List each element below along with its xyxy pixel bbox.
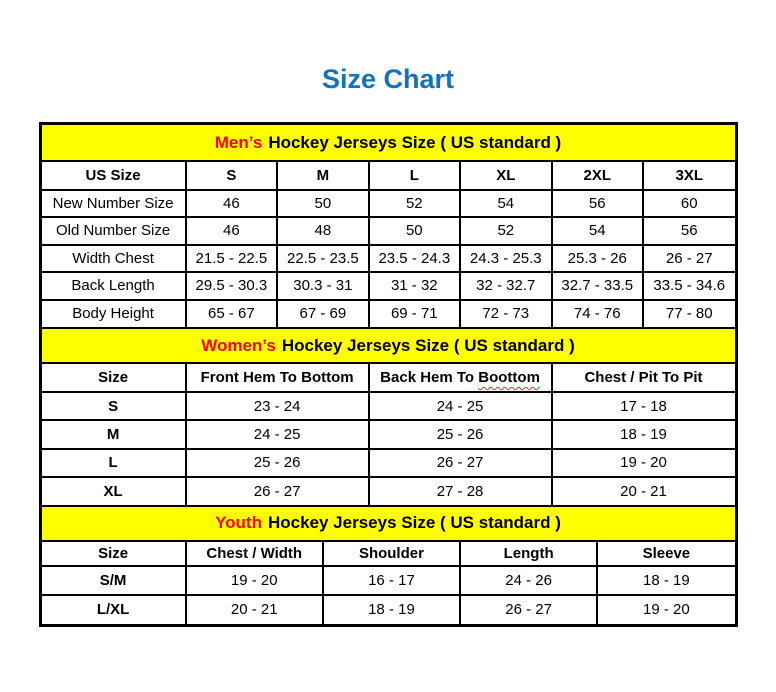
size-value-cell: 16 - 17 (323, 566, 460, 595)
size-value-cell: 65 - 67 (186, 300, 277, 328)
column-header: M (277, 162, 368, 190)
size-value-cell: 54 (552, 217, 643, 245)
mens-band-highlight: Men’s (214, 132, 263, 152)
size-value-cell: 25 - 26 (186, 449, 369, 477)
youth-band-text: Hockey Jerseys Size ( US standard ) (267, 513, 561, 533)
size-value-cell: 24 - 26 (460, 566, 597, 595)
size-value-cell: 46 (186, 190, 277, 218)
page-content (39, 0, 738, 627)
size-value-cell: 30.3 - 31 (277, 272, 368, 300)
column-header: Length (460, 542, 597, 566)
size-value-cell: 19 - 20 (597, 595, 734, 624)
table-row (42, 272, 735, 300)
column-header: Chest / Pit To Pit (552, 364, 735, 392)
size-value-cell: 46 (186, 217, 277, 245)
size-value-cell: 27 - 28 (369, 477, 552, 505)
page-title: Size Chart (321, 64, 455, 94)
column-header: Size (42, 542, 186, 566)
size-value-cell: 33.5 - 34.6 (643, 272, 735, 300)
table-row (42, 420, 735, 448)
mens-header-row (42, 162, 735, 190)
size-value-cell: 32 - 32.7 (460, 272, 551, 300)
mens-size-table (42, 162, 735, 327)
size-value-cell: 32.7 - 33.5 (552, 272, 643, 300)
column-header: 2XL (552, 162, 643, 190)
size-value-cell: 23 - 24 (186, 392, 369, 420)
row-label: Width Chest (42, 245, 186, 273)
size-value-cell: 77 - 80 (643, 300, 735, 328)
size-value-cell: 22.5 - 23.5 (277, 245, 368, 273)
row-label: Old Number Size (42, 217, 186, 245)
column-header: US Size (42, 162, 186, 190)
size-value-cell: 50 (369, 217, 460, 245)
row-label: Back Length (42, 272, 186, 300)
row-label: L/XL (42, 595, 186, 624)
table-row (42, 392, 735, 420)
size-value-cell: 20 - 21 (186, 595, 323, 624)
size-value-cell: 21.5 - 22.5 (186, 245, 277, 273)
size-value-cell: 54 (460, 190, 551, 218)
table-row (42, 245, 735, 273)
table-row (42, 190, 735, 218)
row-label: S/M (42, 566, 186, 595)
row-label: XL (42, 477, 186, 505)
size-value-cell: 26 - 27 (186, 477, 369, 505)
row-label: S (42, 392, 186, 420)
size-value-cell: 50 (277, 190, 368, 218)
size-value-cell: 24 - 25 (369, 392, 552, 420)
size-value-cell: 74 - 76 (552, 300, 643, 328)
column-header (369, 364, 552, 392)
row-label: Body Height (42, 300, 186, 328)
table-row (42, 566, 735, 595)
size-value-cell: 48 (277, 217, 368, 245)
size-value-cell: 25 - 26 (369, 420, 552, 448)
row-label: M (42, 420, 186, 448)
size-value-cell: 23.5 - 24.3 (369, 245, 460, 273)
size-value-cell: 25.3 - 26 (552, 245, 643, 273)
womens-section-band (42, 327, 735, 364)
size-value-cell: 19 - 20 (186, 566, 323, 595)
size-value-cell: 67 - 69 (277, 300, 368, 328)
size-value-cell: 56 (552, 190, 643, 218)
womens-band-highlight: Women’s (201, 335, 276, 355)
youth-size-table (42, 542, 735, 624)
size-value-cell: 17 - 18 (552, 392, 735, 420)
size-value-cell: 20 - 21 (552, 477, 735, 505)
size-value-cell: 26 - 27 (460, 595, 597, 624)
size-value-cell: 18 - 19 (552, 420, 735, 448)
row-label: New Number Size (42, 190, 186, 218)
table-row (42, 477, 735, 505)
youth-section-band (42, 505, 735, 542)
table-row (42, 217, 735, 245)
table-row (42, 595, 735, 624)
size-value-cell: 19 - 20 (552, 449, 735, 477)
youth-band-highlight: Youth (215, 513, 262, 533)
womens-header-row (42, 364, 735, 392)
column-header: Front Hem To Bottom (186, 364, 369, 392)
table-row (42, 449, 735, 477)
mens-band-text: Hockey Jerseys Size ( US standard ) (268, 132, 562, 152)
size-chart-table (39, 122, 738, 627)
womens-size-table (42, 364, 735, 505)
column-header: Size (42, 364, 186, 392)
column-header-text: Back Hem To (380, 369, 475, 387)
size-value-cell: 18 - 19 (597, 566, 734, 595)
table-row (42, 300, 735, 328)
column-header: Sleeve (597, 542, 734, 566)
size-value-cell: 24 - 25 (186, 420, 369, 448)
size-value-cell: 72 - 73 (460, 300, 551, 328)
size-value-cell: 26 - 27 (369, 449, 552, 477)
mens-section-band (42, 125, 735, 162)
size-value-cell: 52 (369, 190, 460, 218)
size-value-cell: 60 (643, 190, 735, 218)
size-value-cell: 24.3 - 25.3 (460, 245, 551, 273)
size-value-cell: 18 - 19 (323, 595, 460, 624)
size-value-cell: 31 - 32 (369, 272, 460, 300)
size-value-cell: 26 - 27 (643, 245, 735, 273)
column-header: Shoulder (323, 542, 460, 566)
size-value-cell: 56 (643, 217, 735, 245)
misspelled-word: Boottom (478, 369, 540, 387)
size-value-cell: 69 - 71 (369, 300, 460, 328)
youth-header-row (42, 542, 735, 566)
column-header: S (186, 162, 277, 190)
row-label: L (42, 449, 186, 477)
womens-band-text: Hockey Jerseys Size ( US standard ) (281, 335, 575, 355)
column-header: XL (460, 162, 551, 190)
size-value-cell: 29.5 - 30.3 (186, 272, 277, 300)
column-header: Chest / Width (186, 542, 323, 566)
column-header: 3XL (643, 162, 735, 190)
column-header: L (369, 162, 460, 190)
size-value-cell: 52 (460, 217, 551, 245)
